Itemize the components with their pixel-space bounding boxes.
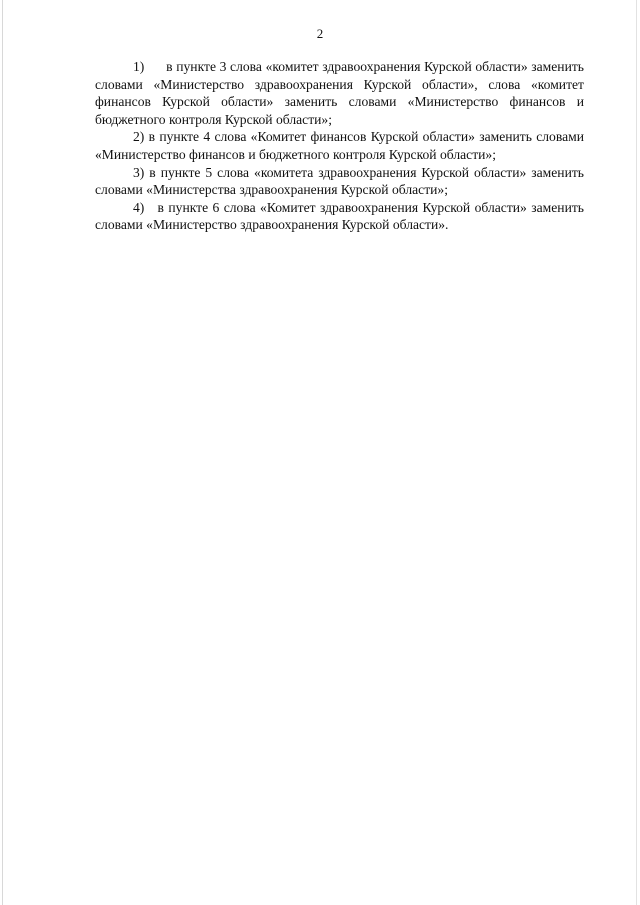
paragraph-item-2: 2) в пункте 4 слова «Комитет финансов Курской области» заменить словами «Министерство финансов и бюджетного контроля Курской области»;	[95, 129, 584, 162]
page-number: 2	[316, 26, 324, 41]
paragraph-item-4: 4) в пункте 6 слова «Комитет здравоохранения Курской области» заменить словами «Министерство здравоохранения Курской области».	[95, 199, 584, 233]
paragraph-item-1: 1) в пункте 3 слова «комитет здравоохранения Курской области» заменить словами «Министерство здравоохранения Курской области», слова «комитет финансов Курской области» заменить словами «Министерство финансов и бюджетного контроля Курской области»;	[95, 59, 584, 127]
scan-edge-left	[2, 0, 3, 905]
scan-edge-right	[636, 0, 637, 905]
document-body	[95, 58, 584, 234]
paragraph-item-3: 3) в пункте 5 слова «комитета здравоохранения Курской области» заменить словами «Министерства здравоохранения Курской области»;	[95, 164, 584, 198]
